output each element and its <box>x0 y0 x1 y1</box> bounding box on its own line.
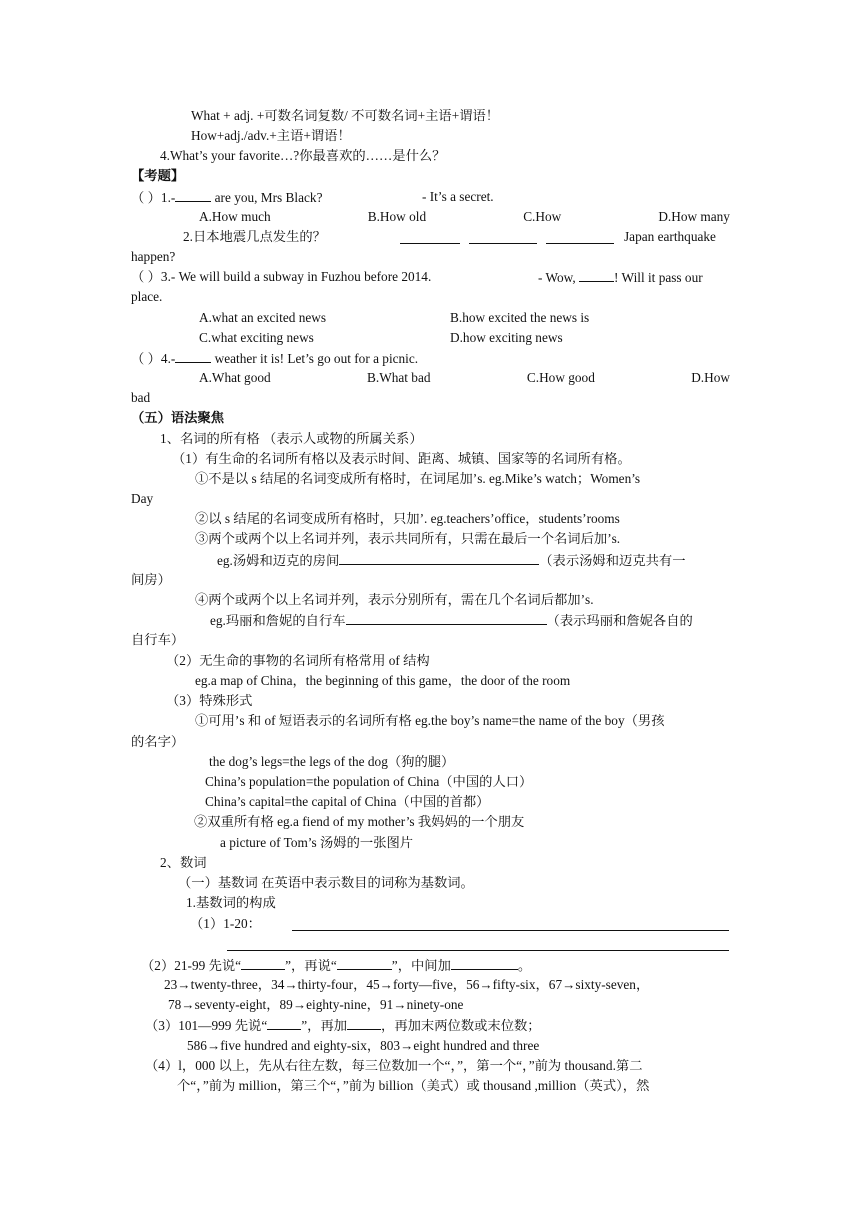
answer-blank <box>469 230 537 244</box>
text-line: （4）l，000 以上，先从右往左数，每三位数加一个“，”，第一个“，”前为 thousand.第二 <box>145 1058 643 1073</box>
option-c: C.what exciting news <box>199 330 314 345</box>
text-segment: ，再加末两位数或末位数； <box>381 1018 541 1033</box>
option-b: B.How old <box>367 209 427 224</box>
answer-blank <box>347 1016 381 1030</box>
answer-blank <box>546 230 614 244</box>
text-line: 23→twenty-three，34→thirty-four，45→forty—five，56→fifty-six，67→sixty-seven， <box>164 977 650 992</box>
text-line: ①不是以 s 结尾的名词变成所有格时，在词尾加’s. eg.Mike’s watch；Women’s <box>195 471 641 486</box>
option-b: B.how excited the news is <box>450 310 590 325</box>
text-line: ②以 s 结尾的名词变成所有格时，只加’. eg.teachers’office，students’rooms <box>195 511 620 526</box>
text-line: 间房） <box>131 572 171 587</box>
question-4-stem: weather it is! Let’s go out for a picnic. <box>211 351 419 366</box>
text-line: （3）特殊形式 <box>166 693 253 708</box>
text-line: the dog’s legs=the legs of the dog（狗的腿） <box>209 754 455 769</box>
option-b: B.What bad <box>367 370 431 385</box>
text-segment: ”，再加 <box>301 1018 348 1033</box>
answer-blank <box>267 1016 301 1030</box>
text-line: China’s capital=the capital of China（中国的首都） <box>205 794 490 809</box>
option-a: A.What good <box>199 370 271 385</box>
text-line <box>145 1016 541 1035</box>
text-line: ④两个或两个以上名词并列，表示分别所有，需在几个名词后都加’s. <box>195 592 594 607</box>
option-d: D.How many <box>658 209 730 224</box>
text-line: What + adj. +可数名词复数/ 不可数名词+主语+谓语！ <box>191 108 500 123</box>
text-line: 自行车） <box>131 632 185 647</box>
question-3-reply-end: ! Will it pass our <box>614 270 703 285</box>
answer-blank <box>175 188 211 202</box>
answer-blank <box>400 230 460 244</box>
question-2-tail: happen? <box>131 249 176 264</box>
text-line <box>217 551 686 570</box>
text-line: 2、数词 <box>160 855 207 870</box>
answer-blank <box>346 611 547 625</box>
text-segment: 。 <box>517 958 532 973</box>
answer-blank <box>241 956 285 970</box>
text-line: （一）基数词 在英语中表示数目的词称为基数词。 <box>178 875 474 890</box>
section-heading: （五）语法聚焦 <box>131 410 225 425</box>
example-label: eg.汤姆和迈克的房间 <box>217 553 340 568</box>
question-3-reply-start: - Wow, <box>538 270 580 285</box>
text-line: （2）无生命的事物的名词所有格常用 of 结构 <box>166 653 430 668</box>
answer-blank <box>337 956 392 970</box>
option-c: C.How <box>523 209 562 224</box>
text-line: 4.What’s your favorite…?你最喜欢的……是什么？ <box>160 148 446 163</box>
question-1-options <box>199 208 730 226</box>
answer-blank <box>175 349 211 363</box>
text-segment: （2）21-99 先说“ <box>141 958 242 973</box>
option-a: A.How much <box>199 209 271 224</box>
text-line: 1、名词的所有格 （表示人或物的所属关系） <box>160 431 423 446</box>
text-line: Day <box>131 491 154 506</box>
text-line: （1）1-20： <box>190 916 261 931</box>
text-line: eg.a map of China，the beginning of this game，the door of the room <box>195 673 571 688</box>
question-1-stem: are you, Mrs Black? <box>211 190 323 205</box>
option-a: A.what an excited news <box>199 310 327 325</box>
option-c: C.How good <box>526 370 595 385</box>
text-line: 的名字） <box>131 734 185 749</box>
question-1-prefix: （ ）1.- <box>131 190 176 205</box>
text-line: 78→seventy-eight，89→eighty-nine，91→ninety-one <box>168 997 464 1012</box>
question-2: 2.日本地震几点发生的？ <box>183 229 326 244</box>
question-3-tail: place. <box>131 289 163 304</box>
text-line: How+adj./adv.+主语+谓语！ <box>191 128 351 143</box>
section-heading: 【考题】 <box>131 168 185 183</box>
answer-blank <box>451 956 518 970</box>
question-3: （ ）3.- We will build a subway in Fuzhou before 2014. <box>131 269 432 284</box>
answer-blank <box>579 268 614 282</box>
example-note: （表示玛丽和詹妮各自的 <box>546 613 693 628</box>
text-line: ②双重所有格 eg.a fiend of my mother’s 我妈妈的一个朋友 <box>194 814 525 829</box>
option-d: D.how exciting news <box>450 330 563 345</box>
text-line: 个“，”前为 million，第三个“，”前为 billion（美式）或 thousand ,million（英式），然 <box>177 1078 650 1093</box>
example-note: （表示汤姆和迈克共有一 <box>539 553 686 568</box>
text-line: ①可用’s 和 of 短语表示的名词所有格 eg.the boy’s name=the name of the boy（男孩 <box>195 713 665 728</box>
text-line: 586→five hundred and eighty-six，803→eight hundred and three <box>187 1038 540 1053</box>
question-1-reply: - It’s a secret. <box>422 189 494 204</box>
question-4 <box>131 349 418 368</box>
question-1 <box>131 188 322 207</box>
text-segment: ”，再说“ <box>285 958 337 973</box>
answer-line <box>292 930 729 931</box>
question-4-options <box>199 369 730 387</box>
option-d: D.How <box>691 370 730 385</box>
example-label: eg.玛丽和詹妮的自行车 <box>210 613 346 628</box>
answer-line <box>227 950 729 951</box>
text-line <box>210 611 693 630</box>
option-d-tail: bad <box>131 390 151 405</box>
text-line: （1）有生命的名词所有格以及表示时间、距离、城镇、国家等的名词所有格。 <box>172 451 631 466</box>
text-line <box>141 956 531 975</box>
question-4-prefix: （ ）4.- <box>131 351 176 366</box>
question-3-reply <box>538 268 703 287</box>
text-segment: （3）101—999 先说“ <box>145 1018 268 1033</box>
text-segment: ”，中间加 <box>391 958 451 973</box>
answer-blank <box>339 551 539 565</box>
text-line: 1.基数词的构成 <box>186 895 276 910</box>
text-line: a picture of Tom’s 汤姆的一张图片 <box>220 835 414 850</box>
question-2-tail: Japan earthquake <box>624 229 716 244</box>
text-line: China’s population=the population of China（中国的人口） <box>205 774 533 789</box>
text-line: ③两个或两个以上名词并列，表示共同所有，只需在最后一个名词后加’s. <box>195 531 621 546</box>
